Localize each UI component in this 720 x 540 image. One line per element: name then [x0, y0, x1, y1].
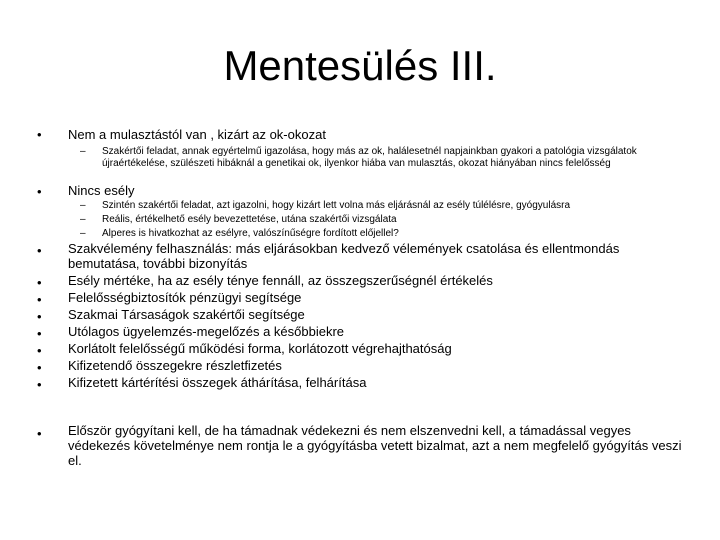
list-item-heal-first: Először gyógyítani kell, de ha támadnak védekezni és nem elszenvedni kell, a támadással vegyes védekezés követelménye nem rontja le a gyógyításba vetett bizalmat, azt a nem megfelelő gyógyítás veszi el.: [68, 423, 682, 468]
sub-item-expert-task: Szintén szakértői feladat, azt igazolni, hogy kizárt lett volna más eljárásnál az esély túlélésre, gyógyulásra: [102, 200, 571, 211]
list-item-expert-opinion: Szakvélemény felhasználás: más eljárásokban kedvező vélemények csatolása és ellentmondás bemutatása, további bizonyítás: [68, 241, 620, 271]
bullet-marker: •: [37, 127, 42, 142]
bullet-marker: •: [37, 309, 42, 324]
dash-marker: –: [80, 228, 86, 239]
list-item-installments: Kifizetendő összegekre részletfizetés: [68, 358, 282, 373]
bullet-marker: •: [37, 292, 42, 307]
list-item-societies: Szakmai Társaságok szakértői segítsége: [68, 307, 305, 322]
list-item-chance-extent: Esély mértéke, ha az esély ténye fennáll, az összegszerűségnél értékelés: [68, 273, 493, 288]
bullet-marker: •: [37, 343, 42, 358]
list-item-no-causation: Nem a mulasztástól van , kizárt az ok-okozat: [68, 127, 326, 142]
bullet-marker: •: [37, 360, 42, 375]
sub-item-realistic-chance: Reális, értékelhető esély bevezettetése, utána szakértői vizsgálata: [102, 214, 397, 225]
bullet-marker: •: [37, 326, 42, 341]
bullet-marker: •: [37, 275, 42, 290]
bullet-marker: •: [37, 243, 42, 258]
bullet-marker: •: [37, 377, 42, 392]
dash-marker: –: [80, 146, 86, 157]
sub-item-defendant-chance: Alperes is hivatkozhat az esélyre, valószínűségre fordított előjellel?: [102, 228, 399, 239]
bullet-marker: •: [37, 184, 42, 199]
list-item-no-chance: Nincs esély: [68, 183, 135, 198]
dash-marker: –: [80, 214, 86, 225]
list-item-case-analysis: Utólagos ügyelemzés-megelőzés a későbbiekre: [68, 324, 345, 339]
sub-item-expert-proof: Szakértői feladat, annak egyértelmű igazolása, hogy más az ok, halálesetnél napjainkban gyakori a patológia vizsgálatok újraértékelése, szülészeti hibáknál a genetikai ok, ilyenkor hiába van mulasztás, okozat hiányában nincs felelősség: [102, 146, 637, 169]
bullet-marker: •: [37, 426, 42, 441]
list-item-cost-transfer: Kifizetett kártérítési összegek áthárítása, felhárítása: [68, 375, 367, 390]
list-item-limited-liability: Korlátolt felelősségű működési forma, korlátozott végrehajthatóság: [68, 341, 452, 356]
slide-title: Mentesülés III.: [223, 42, 497, 89]
list-item-insurers: Felelősségbiztosítók pénzügyi segítsége: [68, 290, 302, 305]
dash-marker: –: [80, 200, 86, 211]
